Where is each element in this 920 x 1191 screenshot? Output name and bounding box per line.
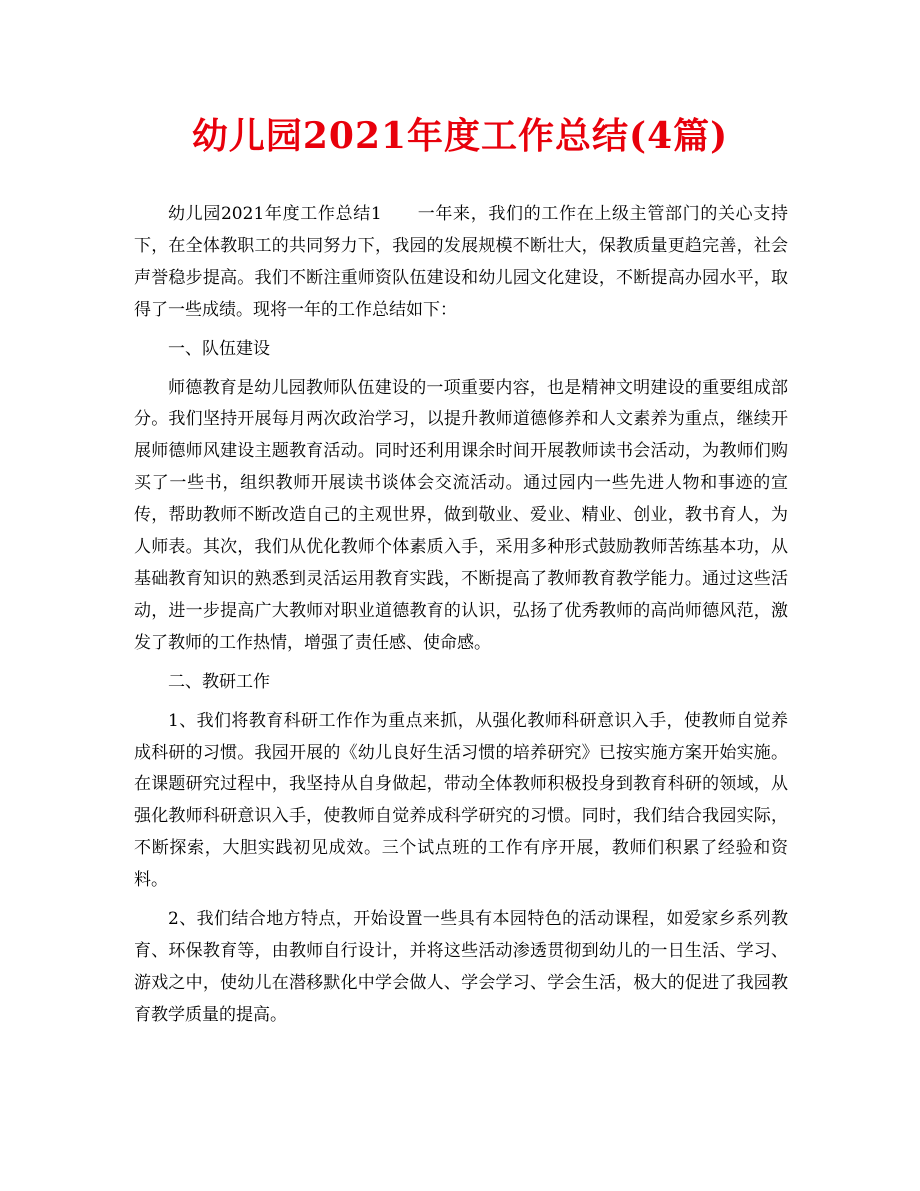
document-title: 幼儿园2021年度工作总结(4篇)	[191, 115, 729, 157]
intro-paragraph: 幼儿园2021年度工作总结1 一年来，我们的工作在上级主管部门的关心支持下，在全体教职工的共同努力下，我园的发展规模不断壮大，保教质量更趋完善，社会声誉稳步提高。我们不断注重师资队伍建设和幼儿园文化建设，不断提高办园水平，取得了一些成绩。现将一年的工作总结如下：	[134, 204, 788, 320]
document-body	[134, 199, 788, 1032]
team-building-paragraph: 师德教育是幼儿园教师队伍建设的一项重要内容，也是精神文明建设的重要组成部分。我们坚持开展每月两次政治学习，以提升教师道德修养和人文素养为重点，继续开展师德师风建设主题教育活动。同时还利用课余时间开展教师读书会活动，为教师们购买了一些书，组织教师开展读书谈体会交流活动。通过园内一些先进人物和事迹的宣传，帮助教师不断改造自己的主观世界，做到敬业、爱业、精业、创业，教书育人，为人师表。其次，我们从优化教师个体素质入手，采用多种形式鼓励教师苦练基本功，从基础教育知识的熟悉到灵活运用教育实践，不断提高了教师教育教学能力。通过这些活动，进一步提高广大教师对职业道德教育的认识，弘扬了优秀教师的高尚师德风范，激发了教师的工作热情，增强了责任感、使命感。	[134, 377, 788, 653]
section-heading-team-building: 一、队伍建设	[168, 338, 270, 359]
teaching-research-paragraph-2: 2、我们结合地方特点，开始设置一些具有本园特色的活动课程，如爱家乡系列教育、环保教育等，由教师自行设计，并将这些活动渗透贯彻到幼儿的一日生活、学习、游戏之中，使幼儿在潜移默化中学会做人、学会学习、学会生活，极大的促进了我园教育教学质量的提高。	[134, 909, 788, 1025]
section-heading-teaching-research: 二、教研工作	[168, 671, 270, 692]
teaching-research-paragraph-1: 1、我们将教育科研工作作为重点来抓，从强化教师科研意识入手，使教师自觉养成科研的习惯。我园开展的《幼儿良好生活习惯的培养研究》已按实施方案开始实施。在课题研究过程中，我坚持从自身做起，带动全体教师积极投身到教育科研的领域，从强化教师科研意识入手，使教师自觉养成科学研究的习惯。同时，我们结合我园实际，不断探索，大胆实践初见成效。三个试点班的工作有序开展，教师们积累了经验和资料。	[134, 710, 788, 891]
